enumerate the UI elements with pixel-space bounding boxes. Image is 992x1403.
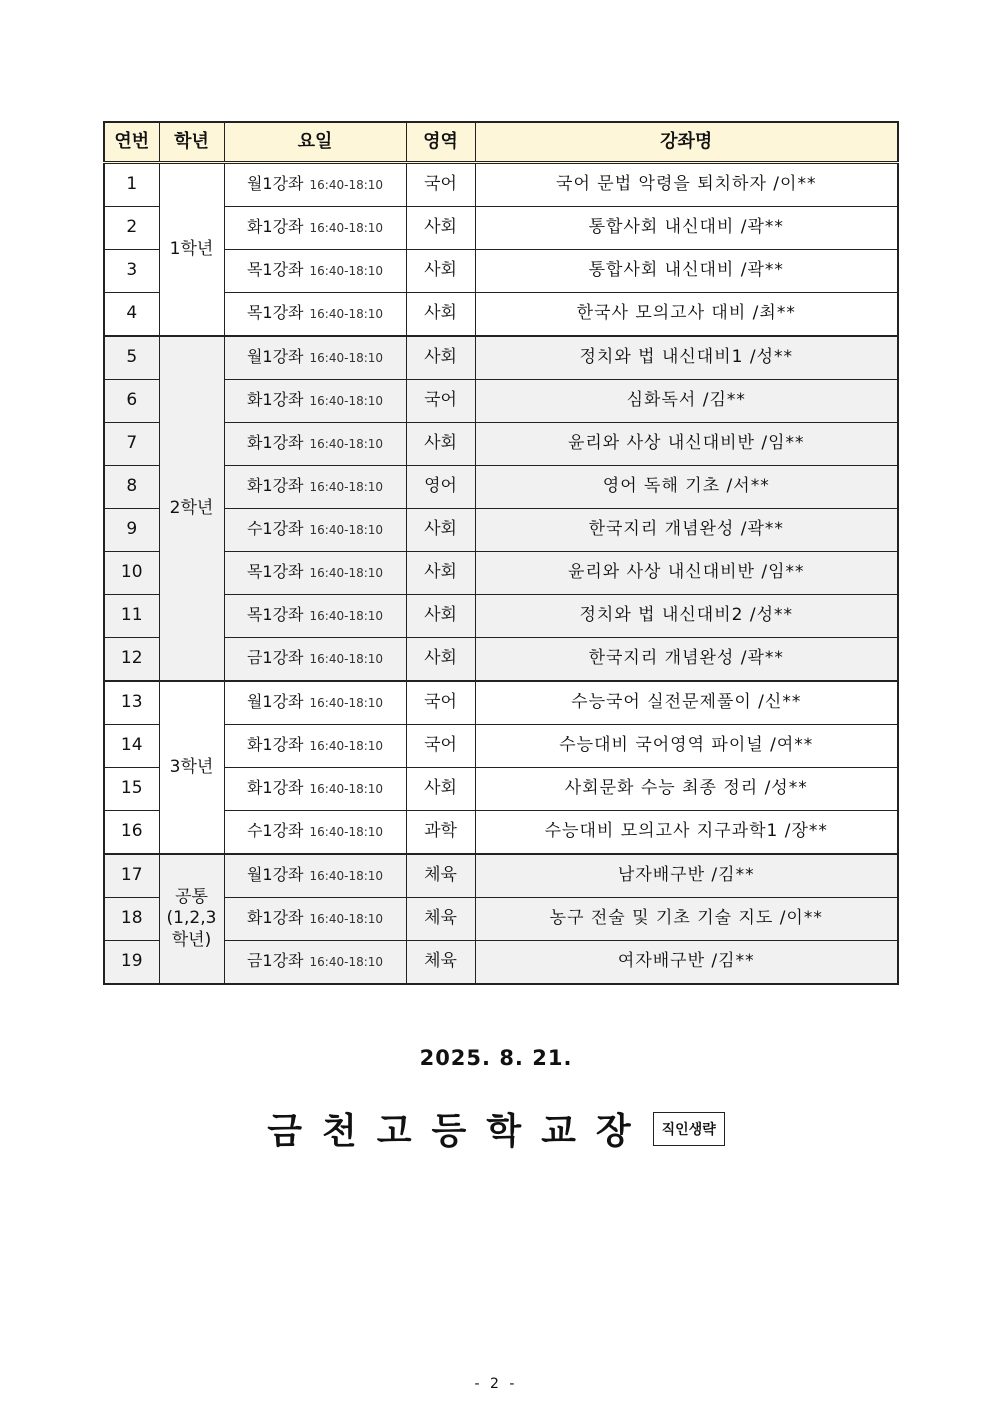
cell-area: 사회 bbox=[406, 638, 475, 682]
day-label: 수1강좌 bbox=[246, 821, 304, 841]
cell-no: 10 bbox=[104, 552, 159, 595]
time-label: 16:40-18:10 bbox=[309, 696, 384, 711]
day-label: 화1강좌 bbox=[246, 390, 304, 410]
cell-area: 사회 bbox=[406, 552, 475, 595]
cell-day bbox=[224, 207, 406, 250]
cell-course: 정치와 법 내신대비1 /성** bbox=[475, 336, 898, 380]
cell-grade: 2학년 bbox=[159, 336, 224, 681]
cell-day bbox=[224, 725, 406, 768]
cell-day bbox=[224, 163, 406, 207]
cell-course: 사회문화 수능 최종 정리 /성** bbox=[475, 768, 898, 811]
header-day: 요일 bbox=[224, 122, 406, 163]
time-label: 16:40-18:10 bbox=[309, 178, 384, 193]
table-row bbox=[104, 725, 898, 768]
cell-no: 2 bbox=[104, 207, 159, 250]
cell-grade: 공통 (1,2,3 학년) bbox=[159, 854, 224, 984]
cell-day bbox=[224, 336, 406, 380]
time-label: 16:40-18:10 bbox=[309, 394, 384, 409]
cell-course: 영어 독해 기초 /서** bbox=[475, 466, 898, 509]
table-row bbox=[104, 509, 898, 552]
table-row bbox=[104, 250, 898, 293]
document-date: 2025. 8. 21. bbox=[419, 1046, 573, 1070]
cell-day bbox=[224, 898, 406, 941]
cell-day bbox=[224, 380, 406, 423]
cell-area: 사회 bbox=[406, 207, 475, 250]
cell-no: 7 bbox=[104, 423, 159, 466]
day-label: 화1강좌 bbox=[246, 476, 304, 496]
cell-area: 사회 bbox=[406, 250, 475, 293]
time-label: 16:40-18:10 bbox=[309, 912, 384, 927]
cell-no: 1 bbox=[104, 163, 159, 207]
time-label: 16:40-18:10 bbox=[309, 825, 384, 840]
day-label: 월1강좌 bbox=[246, 865, 304, 885]
time-label: 16:40-18:10 bbox=[309, 955, 384, 970]
time-label: 16:40-18:10 bbox=[309, 609, 384, 624]
day-label: 월1강좌 bbox=[246, 347, 304, 367]
table-row bbox=[104, 898, 898, 941]
cell-grade: 1학년 bbox=[159, 163, 224, 337]
cell-no: 13 bbox=[104, 681, 159, 725]
cell-area: 사회 bbox=[406, 336, 475, 380]
cell-area: 영어 bbox=[406, 466, 475, 509]
cell-area: 체육 bbox=[406, 941, 475, 985]
cell-area: 과학 bbox=[406, 811, 475, 855]
day-label: 화1강좌 bbox=[246, 433, 304, 453]
day-label: 화1강좌 bbox=[246, 735, 304, 755]
table-row bbox=[104, 681, 898, 725]
cell-no: 16 bbox=[104, 811, 159, 855]
cell-day bbox=[224, 466, 406, 509]
cell-day bbox=[224, 941, 406, 985]
cell-course: 한국사 모의고사 대비 /최** bbox=[475, 293, 898, 337]
time-label: 16:40-18:10 bbox=[309, 480, 384, 495]
cell-grade: 3학년 bbox=[159, 681, 224, 854]
day-label: 목1강좌 bbox=[246, 303, 304, 323]
cell-course: 윤리와 사상 내신대비반 /임** bbox=[475, 423, 898, 466]
table-row bbox=[104, 163, 898, 207]
cell-area: 사회 bbox=[406, 509, 475, 552]
cell-no: 15 bbox=[104, 768, 159, 811]
cell-day bbox=[224, 250, 406, 293]
time-label: 16:40-18:10 bbox=[309, 523, 384, 538]
cell-no: 18 bbox=[104, 898, 159, 941]
seal-omitted-box: 직인생략 bbox=[653, 1112, 725, 1146]
cell-course: 심화독서 /김** bbox=[475, 380, 898, 423]
cell-no: 8 bbox=[104, 466, 159, 509]
table-row bbox=[104, 423, 898, 466]
header-row bbox=[104, 122, 898, 163]
cell-no: 9 bbox=[104, 509, 159, 552]
table-row bbox=[104, 552, 898, 595]
signature-row bbox=[0, 1103, 992, 1154]
time-label: 16:40-18:10 bbox=[309, 437, 384, 452]
day-label: 금1강좌 bbox=[246, 648, 304, 668]
schedule-table bbox=[103, 121, 899, 985]
cell-day bbox=[224, 854, 406, 898]
table-row bbox=[104, 207, 898, 250]
day-label: 화1강좌 bbox=[246, 217, 304, 237]
day-label: 화1강좌 bbox=[246, 908, 304, 928]
table-row bbox=[104, 380, 898, 423]
time-label: 16:40-18:10 bbox=[309, 351, 384, 366]
time-label: 16:40-18:10 bbox=[309, 221, 384, 236]
cell-course: 수능대비 모의고사 지구과학1 /장** bbox=[475, 811, 898, 855]
cell-no: 14 bbox=[104, 725, 159, 768]
cell-area: 국어 bbox=[406, 681, 475, 725]
cell-course: 통합사회 내신대비 /곽** bbox=[475, 250, 898, 293]
table-row bbox=[104, 293, 898, 337]
cell-no: 17 bbox=[104, 854, 159, 898]
table-row bbox=[104, 638, 898, 682]
day-label: 목1강좌 bbox=[246, 605, 304, 625]
cell-no: 3 bbox=[104, 250, 159, 293]
cell-no: 6 bbox=[104, 380, 159, 423]
cell-no: 5 bbox=[104, 336, 159, 380]
cell-course: 윤리와 사상 내신대비반 /임** bbox=[475, 552, 898, 595]
cell-area: 체육 bbox=[406, 898, 475, 941]
header-course: 강좌명 bbox=[475, 122, 898, 163]
cell-day bbox=[224, 768, 406, 811]
cell-course: 여자배구반 /김** bbox=[475, 941, 898, 985]
cell-course: 수능대비 국어영역 파이널 /여** bbox=[475, 725, 898, 768]
table-row bbox=[104, 466, 898, 509]
cell-area: 사회 bbox=[406, 768, 475, 811]
table-row bbox=[104, 811, 898, 855]
cell-area: 국어 bbox=[406, 380, 475, 423]
table-row bbox=[104, 854, 898, 898]
cell-area: 사회 bbox=[406, 423, 475, 466]
cell-area: 사회 bbox=[406, 595, 475, 638]
table-row bbox=[104, 941, 898, 985]
cell-area: 체육 bbox=[406, 854, 475, 898]
day-label: 목1강좌 bbox=[246, 260, 304, 280]
table-row bbox=[104, 768, 898, 811]
time-label: 16:40-18:10 bbox=[309, 566, 384, 581]
time-label: 16:40-18:10 bbox=[309, 264, 384, 279]
cell-course: 국어 문법 악령을 퇴치하자 /이** bbox=[475, 163, 898, 207]
cell-day bbox=[224, 423, 406, 466]
cell-day bbox=[224, 595, 406, 638]
table-row bbox=[104, 595, 898, 638]
cell-course: 정치와 법 내신대비2 /성** bbox=[475, 595, 898, 638]
cell-day bbox=[224, 509, 406, 552]
cell-day bbox=[224, 681, 406, 725]
table-row bbox=[104, 336, 898, 380]
cell-course: 남자배구반 /김** bbox=[475, 854, 898, 898]
cell-area: 국어 bbox=[406, 163, 475, 207]
cell-day bbox=[224, 552, 406, 595]
time-label: 16:40-18:10 bbox=[309, 307, 384, 322]
time-label: 16:40-18:10 bbox=[309, 782, 384, 797]
cell-course: 수능국어 실전문제풀이 /신** bbox=[475, 681, 898, 725]
time-label: 16:40-18:10 bbox=[309, 739, 384, 754]
cell-area: 국어 bbox=[406, 725, 475, 768]
cell-no: 4 bbox=[104, 293, 159, 337]
day-label: 화1강좌 bbox=[246, 778, 304, 798]
cell-no: 19 bbox=[104, 941, 159, 985]
cell-day bbox=[224, 293, 406, 337]
page-number: - 2 - bbox=[474, 1376, 518, 1392]
cell-no: 11 bbox=[104, 595, 159, 638]
day-label: 목1강좌 bbox=[246, 562, 304, 582]
cell-course: 한국지리 개념완성 /곽** bbox=[475, 509, 898, 552]
day-label: 금1강좌 bbox=[246, 951, 304, 971]
time-label: 16:40-18:10 bbox=[309, 652, 384, 667]
header-grade: 학년 bbox=[159, 122, 224, 163]
cell-course: 농구 전술 및 기초 기술 지도 /이** bbox=[475, 898, 898, 941]
time-label: 16:40-18:10 bbox=[309, 869, 384, 884]
day-label: 월1강좌 bbox=[246, 692, 304, 712]
day-label: 월1강좌 bbox=[246, 174, 304, 194]
header-area: 영역 bbox=[406, 122, 475, 163]
day-label: 수1강좌 bbox=[246, 519, 304, 539]
cell-day bbox=[224, 638, 406, 682]
principal-title: 금천고등학교장 bbox=[267, 1110, 651, 1152]
header-no: 연번 bbox=[104, 122, 159, 163]
cell-course: 한국지리 개념완성 /곽** bbox=[475, 638, 898, 682]
cell-course: 통합사회 내신대비 /곽** bbox=[475, 207, 898, 250]
cell-area: 사회 bbox=[406, 293, 475, 337]
schedule-body bbox=[104, 163, 898, 985]
cell-no: 12 bbox=[104, 638, 159, 682]
cell-day bbox=[224, 811, 406, 855]
